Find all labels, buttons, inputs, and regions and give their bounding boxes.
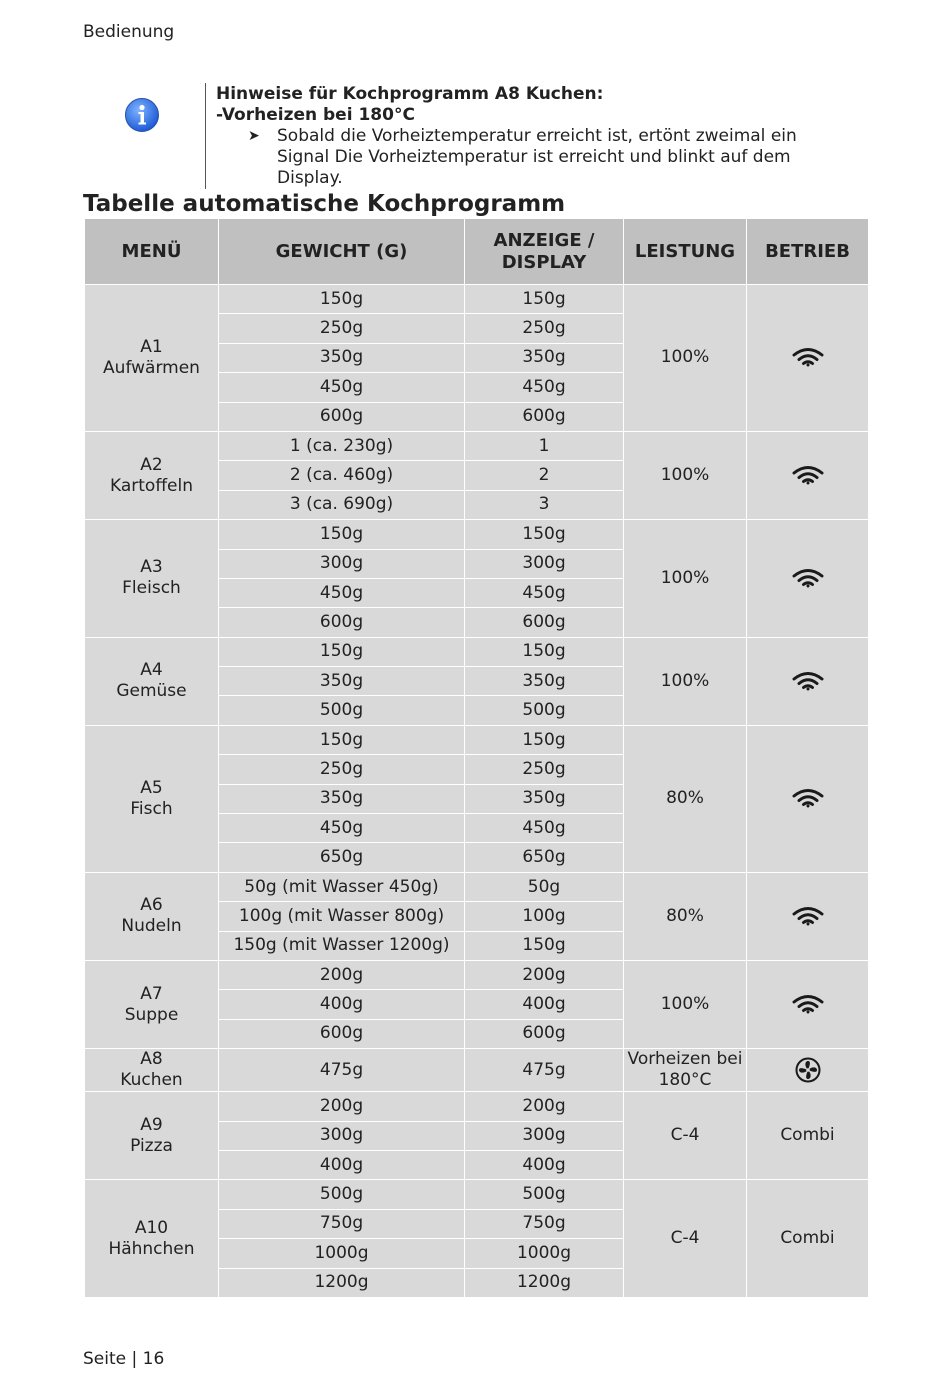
power-line: Vorheizen bei: [627, 1049, 743, 1070]
program-name: Aufwärmen: [103, 357, 200, 378]
display-cell: 200g: [465, 1092, 624, 1121]
weight-cell: 450g: [219, 578, 465, 607]
display-cell: 150g: [465, 637, 624, 666]
power-cell: 100%: [624, 431, 747, 519]
display-cell: 350g: [465, 784, 624, 813]
weight-cell: 100g (mit Wasser 800g): [219, 902, 465, 931]
menu-cell: [85, 1092, 219, 1180]
program-name: Pizza: [130, 1135, 173, 1156]
microwave-icon: [791, 788, 825, 808]
note-subtitle: -Vorheizen bei 180°C: [216, 105, 415, 125]
weight-cell: 50g (mit Wasser 450g): [219, 872, 465, 901]
display-cell: 1000g: [465, 1239, 624, 1268]
display-cell: 450g: [465, 373, 624, 402]
weight-cell: 300g: [219, 1121, 465, 1150]
display-cell: 750g: [465, 1209, 624, 1238]
power-cell: 80%: [624, 872, 747, 960]
display-cell: 300g: [465, 549, 624, 578]
display-cell: 50g: [465, 872, 624, 901]
page-header-section: Bedienung: [83, 22, 175, 42]
program-code: A8: [140, 1049, 163, 1070]
note-text: [216, 84, 797, 189]
weight-cell: 600g: [219, 608, 465, 637]
display-cell: 150g: [465, 520, 624, 549]
display-cell: 250g: [465, 755, 624, 784]
note-bullet-line: Sobald die Vorheiztemperatur erreicht ist, ertönt zweimal ein: [277, 126, 797, 146]
power-cell: 100%: [624, 637, 747, 725]
microwave-icon: [791, 465, 825, 485]
table-row: [85, 520, 869, 549]
microwave-icon: [791, 568, 825, 588]
header-weight: GEWICHT (G): [219, 219, 465, 285]
display-cell: 100g: [465, 902, 624, 931]
table-row: [85, 872, 869, 901]
weight-cell: 2 (ca. 460g): [219, 461, 465, 490]
program-code: A2: [140, 454, 163, 475]
power-cell: 100%: [624, 520, 747, 638]
header-mode: BETRIEB: [747, 219, 869, 285]
fan-icon: [795, 1060, 821, 1080]
display-cell: 150g: [465, 285, 624, 314]
display-cell: 600g: [465, 608, 624, 637]
program-code: A3: [140, 557, 163, 578]
weight-cell: 450g: [219, 814, 465, 843]
note-box: [120, 83, 860, 189]
note-title: Hinweise für Kochprogramm A8 Kuchen:: [216, 84, 604, 104]
menu-cell: [85, 1180, 219, 1298]
header-display-line: DISPLAY: [501, 251, 587, 273]
mode-cell: [747, 725, 869, 872]
weight-cell: 475g: [219, 1049, 465, 1092]
weight-cell: 500g: [219, 696, 465, 725]
power-line: 180°C: [658, 1070, 712, 1091]
display-cell: 1200g: [465, 1268, 624, 1297]
table-row: [85, 725, 869, 754]
menu-cell: [85, 520, 219, 638]
weight-cell: 150g: [219, 637, 465, 666]
program-name: Fisch: [130, 798, 173, 819]
power-cell: [624, 1049, 747, 1092]
note-bullet-line: Display.: [277, 168, 343, 188]
weight-cell: 1200g: [219, 1268, 465, 1297]
weight-cell: 1 (ca. 230g): [219, 431, 465, 460]
table-row: [85, 637, 869, 666]
weight-cell: 600g: [219, 1019, 465, 1048]
header-display-line: ANZEIGE /: [493, 229, 595, 251]
power-cell: C-4: [624, 1092, 747, 1180]
program-name: Nudeln: [121, 916, 182, 937]
microwave-icon: [791, 906, 825, 926]
mode-cell: [747, 637, 869, 725]
microwave-icon: [791, 671, 825, 691]
table-body: [85, 285, 869, 1298]
table-row: [85, 285, 869, 314]
display-cell: 500g: [465, 696, 624, 725]
power-cell: 100%: [624, 960, 747, 1048]
power-cell: 100%: [624, 285, 747, 432]
program-code: A4: [140, 660, 163, 681]
note-bullet: [216, 126, 797, 189]
program-code: A7: [140, 983, 163, 1004]
page-footer: Seite | 16: [83, 1349, 165, 1369]
weight-cell: 150g: [219, 725, 465, 754]
program-name: Hähnchen: [108, 1238, 195, 1259]
display-cell: 400g: [465, 1150, 624, 1179]
mode-cell: Combi: [747, 1092, 869, 1180]
weight-cell: 150g: [219, 520, 465, 549]
program-name: Suppe: [124, 1004, 179, 1025]
display-cell: 650g: [465, 843, 624, 872]
display-cell: 1: [465, 431, 624, 460]
display-cell: 450g: [465, 578, 624, 607]
display-cell: 300g: [465, 1121, 624, 1150]
weight-cell: 200g: [219, 960, 465, 989]
mode-cell: [747, 1049, 869, 1092]
program-code: A1: [140, 336, 163, 357]
display-cell: 250g: [465, 314, 624, 343]
display-cell: 200g: [465, 960, 624, 989]
power-cell: C-4: [624, 1180, 747, 1298]
weight-cell: 350g: [219, 667, 465, 696]
weight-cell: 3 (ca. 690g): [219, 490, 465, 519]
table-row: [85, 431, 869, 460]
program-code: A10: [134, 1217, 169, 1238]
display-cell: 600g: [465, 402, 624, 431]
header-display: [465, 219, 624, 285]
table-row: [85, 1092, 869, 1121]
weight-cell: 450g: [219, 373, 465, 402]
display-cell: 350g: [465, 343, 624, 372]
program-name: Fleisch: [122, 578, 181, 599]
mode-cell: [747, 431, 869, 519]
menu-cell: [85, 872, 219, 960]
display-cell: 475g: [465, 1049, 624, 1092]
display-cell: 150g: [465, 931, 624, 960]
weight-cell: 350g: [219, 784, 465, 813]
menu-cell: [85, 431, 219, 519]
weight-cell: 750g: [219, 1209, 465, 1238]
table-row: [85, 1180, 869, 1209]
power-cell: 80%: [624, 725, 747, 872]
weight-cell: 350g: [219, 343, 465, 372]
weight-cell: 300g: [219, 549, 465, 578]
program-name: Kuchen: [120, 1070, 183, 1091]
weight-cell: 1000g: [219, 1239, 465, 1268]
weight-cell: 250g: [219, 314, 465, 343]
microwave-icon: [791, 994, 825, 1014]
display-cell: 150g: [465, 725, 624, 754]
display-cell: 2: [465, 461, 624, 490]
table-row: [85, 960, 869, 989]
program-code: A9: [140, 1114, 163, 1135]
program-name: Gemüse: [116, 681, 187, 702]
mode-cell: [747, 520, 869, 638]
program-code: A6: [140, 895, 163, 916]
mode-cell: [747, 872, 869, 960]
menu-cell: [85, 637, 219, 725]
weight-cell: 400g: [219, 990, 465, 1019]
display-cell: 450g: [465, 814, 624, 843]
display-cell: 350g: [465, 667, 624, 696]
weight-cell: 150g (mit Wasser 1200g): [219, 931, 465, 960]
note-divider: [205, 83, 206, 189]
menu-cell: [85, 725, 219, 872]
header-menu: MENÜ: [85, 219, 219, 285]
display-cell: 3: [465, 490, 624, 519]
menu-cell: [85, 960, 219, 1048]
menu-cell: [85, 285, 219, 432]
weight-cell: 500g: [219, 1180, 465, 1209]
info-icon: [124, 97, 160, 133]
program-name: Kartoffeln: [110, 475, 193, 496]
mode-cell: [747, 285, 869, 432]
mode-cell: Combi: [747, 1180, 869, 1298]
display-cell: 500g: [465, 1180, 624, 1209]
weight-cell: 400g: [219, 1150, 465, 1179]
weight-cell: 600g: [219, 402, 465, 431]
arrow-bullet-icon: ➤: [248, 128, 260, 144]
display-cell: 400g: [465, 990, 624, 1019]
weight-cell: 250g: [219, 755, 465, 784]
table-row: [85, 1049, 869, 1092]
note-bullet-line: Signal Die Vorheiztemperatur ist erreicht und blinkt auf dem: [277, 147, 791, 167]
weight-cell: 650g: [219, 843, 465, 872]
mode-cell: [747, 960, 869, 1048]
menu-cell: [85, 1049, 219, 1092]
weight-cell: 150g: [219, 285, 465, 314]
weight-cell: 200g: [219, 1092, 465, 1121]
program-code: A5: [140, 777, 163, 798]
table-header-row: [85, 219, 869, 285]
cooking-program-table: [84, 218, 869, 1298]
header-power: LEISTUNG: [624, 219, 747, 285]
microwave-icon: [791, 347, 825, 367]
table-title: Tabelle automatische Kochprogramm: [83, 191, 566, 217]
display-cell: 600g: [465, 1019, 624, 1048]
